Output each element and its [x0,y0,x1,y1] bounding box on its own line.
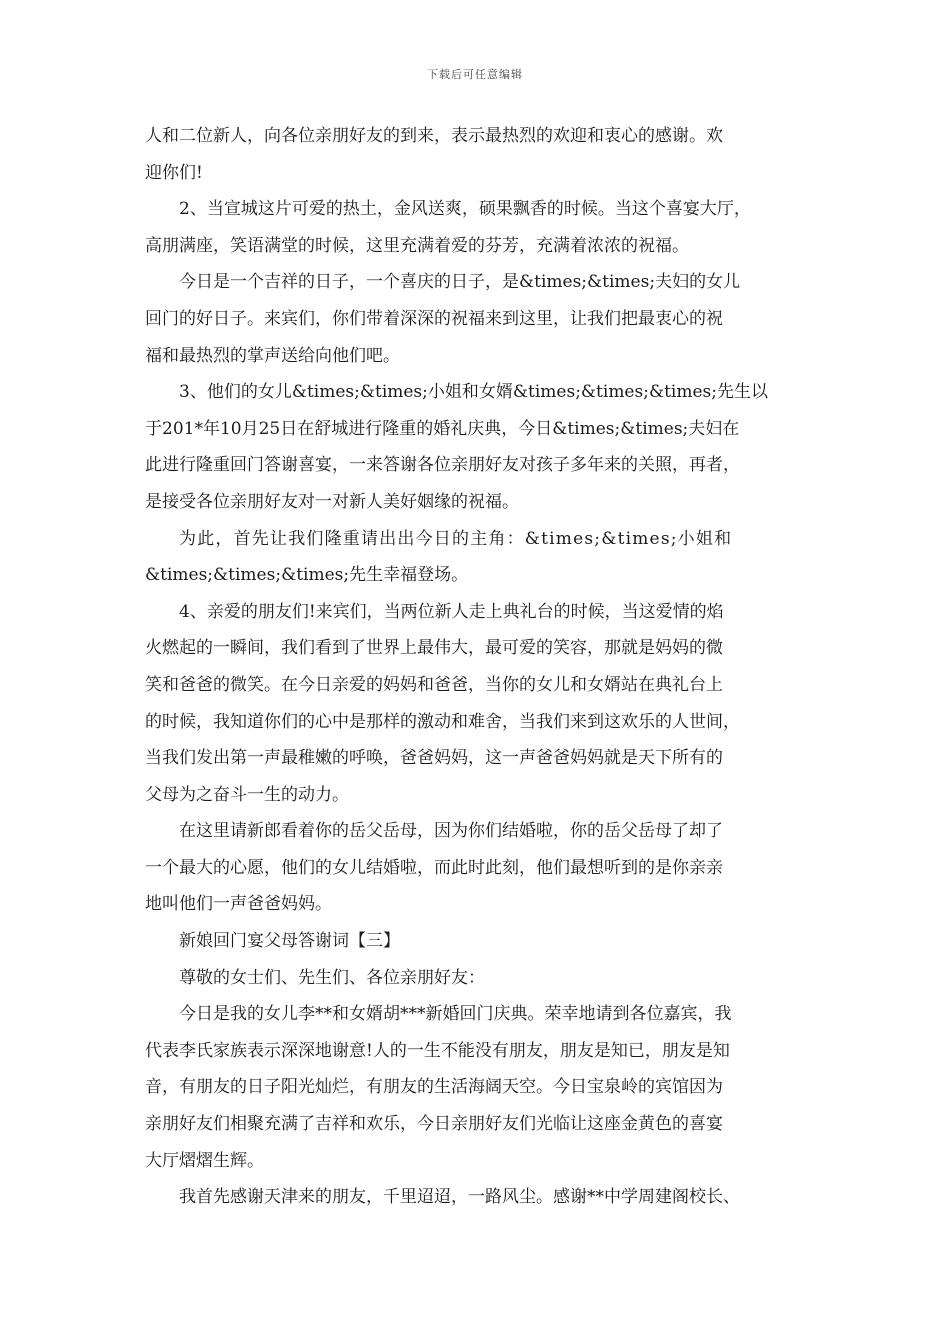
text-line: 火燃起的一瞬间，我们看到了世界上最伟大，最可爱的笑容，那就是妈妈的微 [145,638,723,659]
text-line: 尊敬的女士们、先生们、各位亲朋好友： [179,967,485,988]
text-line: 今日是我的女儿李**和女婿胡***新婚回门庆典。荣幸地请到各位嘉宾，我 [179,1004,732,1025]
text-line: 大厅熠熠生辉。 [145,1150,264,1171]
page-header: 下载后可任意编辑 [427,68,523,81]
text-line: 的时候，我知道你们的心中是那样的激动和难舍，当我们来到这欢乐的人世间， [145,711,740,732]
text-line: 当我们发出第一声最稚嫩的呼唤，爸爸妈妈，这一声爸爸妈妈就是天下所有的 [145,748,723,769]
text-line: 音，有朋友的日子阳光灿烂，有朋友的生活海阔天空。今日宝泉岭的宾馆因为 [145,1077,723,1098]
text-line: 迎你们! [145,162,203,183]
text-line: 4、亲爱的朋友们!来宾们，当两位新人走上典礼台的时候，当这爱情的焰 [179,601,724,622]
text-line: 3、他们的女儿&times;&times;小姐和女婿&times;&times;&times;先生以 [179,382,768,403]
text-line: 为此，首先让我们隆重请出出今日的主角：&times;&times;小姐和 [179,528,733,549]
text-line: 回门的好日子。来宾们，你们带着深深的祝福来到这里，让我们把最衷心的祝 [145,308,723,329]
text-line: 代表李氏家族表示深深地谢意!人的一生不能没有朋友，朋友是知已，朋友是知 [145,1040,730,1061]
text-line: 新娘回门宴父母答谢词【三】 [179,931,400,952]
text-line: 父母为之奋斗一生的动力。 [145,784,349,805]
text-line: 一个最大的心愿，他们的女儿结婚啦，而此时此刻，他们最想听到的是你亲亲 [145,857,723,878]
text-line: 是接受各位亲朋好友对一对新人美好姻缘的祝福。 [145,491,519,512]
text-line: 我首先感谢天津来的朋友，千里迢迢，一路风尘。感谢**中学周建阁校长、 [179,1187,740,1208]
text-line: 笑和爸爸的微笑。在今日亲爱的妈妈和爸爸，当你的女儿和女婿站在典礼台上 [145,674,723,695]
text-line: 2、当宣城这片可爱的热土，金风送爽，硕果飘香的时候。当这个喜宴大厅， [179,199,751,220]
text-line: 人和二位新人，向各位亲朋好友的到来，表示最热烈的欢迎和衷心的感谢。欢 [145,126,723,146]
text-line: 今日是一个吉祥的日子，一个喜庆的日子，是&times;&times;夫妇的女儿 [179,272,741,293]
text-line: 在这里请新郎看着你的岳父岳母，因为你们结婚啦，你的岳父岳母了却了 [179,821,723,842]
text-line: 于201*年10月25日在舒城进行隆重的婚礼庆典，今日&times;&times;夫妇在 [145,418,740,439]
text-line: 亲朋好友们相聚充满了吉祥和欢乐，今日亲朋好友们光临让这座金黄色的喜宴 [145,1114,723,1135]
text-line: 高朋满座，笑语满堂的时候，这里充满着爱的芬芳，充满着浓浓的祝福。 [145,235,689,256]
text-line: &times;&times;&times;先生幸福登场。 [145,565,469,586]
text-line: 地叫他们一声爸爸妈妈。 [145,894,332,915]
text-line: 福和最热烈的掌声送给向他们吧。 [145,345,400,366]
text-line: 此进行隆重回门答谢喜宴，一来答谢各位亲朋好友对孩子多年来的关照，再者， [145,455,740,476]
document-body [145,118,825,1216]
